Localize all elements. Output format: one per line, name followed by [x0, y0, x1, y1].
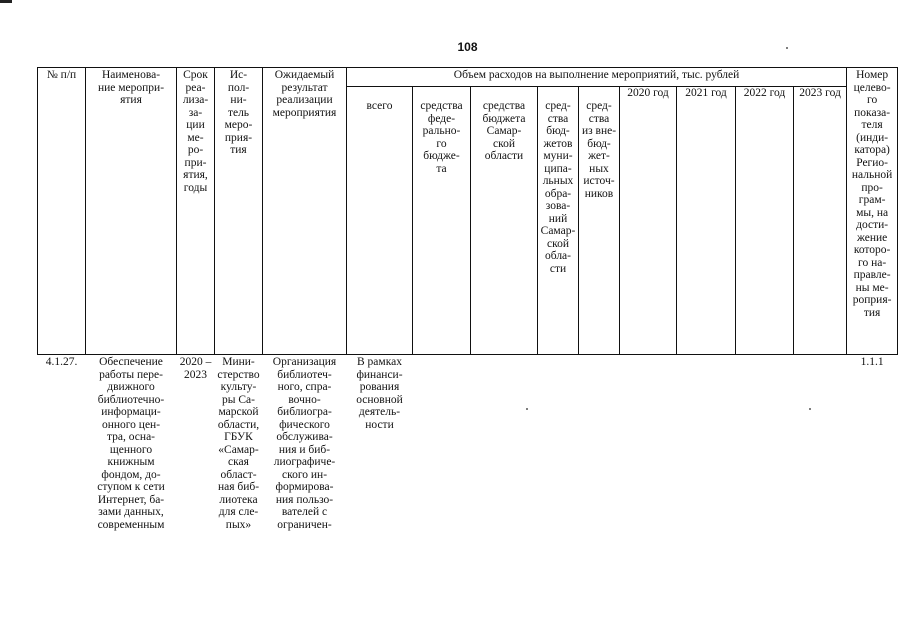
sub-header-municipal: сред- ства бюд- жетов муни- ципа- льных обра- зова- ний Самар- ской обла- сти: [538, 87, 579, 355]
header-indicator: Номер целево- го показа- теля (инди- катора) Регио- нальной про- грам- мы, на дости- жение которо- го на- правле- ны ме- роприя- тия: [847, 68, 898, 355]
sub-header-total: всего: [347, 87, 413, 355]
row-2021: [677, 355, 736, 567]
scan-corner-mark: [0, 0, 12, 3]
row-term: 2020 – 2023: [177, 355, 215, 567]
row-indicator: 1.1.1: [847, 355, 898, 567]
header-expenses-group: Объем расходов на выполнение мероприятий, тыс. рублей: [347, 68, 847, 87]
row-municipal: [538, 355, 579, 567]
sub-header-extrabudget: сред- ства из вне- бюд- жет- ных источ- ников: [579, 87, 620, 355]
scan-speck: [786, 47, 788, 49]
measures-table: [37, 67, 898, 566]
sub-header-regional: средства бюджета Самар- ской области: [471, 87, 538, 355]
sub-header-federal: средства феде- рально- го бюдже- та: [413, 87, 471, 355]
row-result: Организация библиотеч- ного, спра- вочно- библиогра- фического обслужива- ния и биб- лиографиче- ского ин- формирова- ния пользо- вателей с ограничен-: [263, 355, 347, 567]
table-row: [38, 355, 898, 567]
header-num: № п/п: [38, 68, 86, 355]
row-total: В рамках финанси- рования основной деятель- ности: [347, 355, 413, 567]
row-regional: [471, 355, 538, 567]
header-result: Ожидаемый результат реализации мероприятия: [263, 68, 347, 355]
scan-speck: [809, 408, 811, 410]
page-number: 108: [457, 40, 478, 54]
header-name: Наименова- ние меропри- ятия: [86, 68, 177, 355]
header-term: Срок реа- лиза- за- ции ме- ро- при- ятия, годы: [177, 68, 215, 355]
row-2020: [620, 355, 677, 567]
sub-header-2021: 2021 год: [677, 87, 736, 355]
row-federal: [413, 355, 471, 567]
sub-header-2022: 2022 год: [736, 87, 794, 355]
header-executor: Ис- пол- ни- тель меро- прия- тия: [215, 68, 263, 355]
row-2023: [794, 355, 847, 567]
sub-header-2020: 2020 год: [620, 87, 677, 355]
row-2022: [736, 355, 794, 567]
scan-speck: [526, 408, 528, 410]
row-num: 4.1.27.: [38, 355, 86, 567]
row-name: Обеспечение работы пере- движного библиотечно- информаци- онного цен- тра, осна- щенного книжным фондом, до- ступом к сети Интернет, ба- зами данных, современным: [86, 355, 177, 567]
header-row: [38, 68, 898, 87]
row-extrabudget: [579, 355, 620, 567]
sub-header-2023: 2023 год: [794, 87, 847, 355]
row-executor: Мини- стерство культу- ры Са- марской области, ГБУК «Самар- ская област- ная биб- лиотека для сле- пых»: [215, 355, 263, 567]
